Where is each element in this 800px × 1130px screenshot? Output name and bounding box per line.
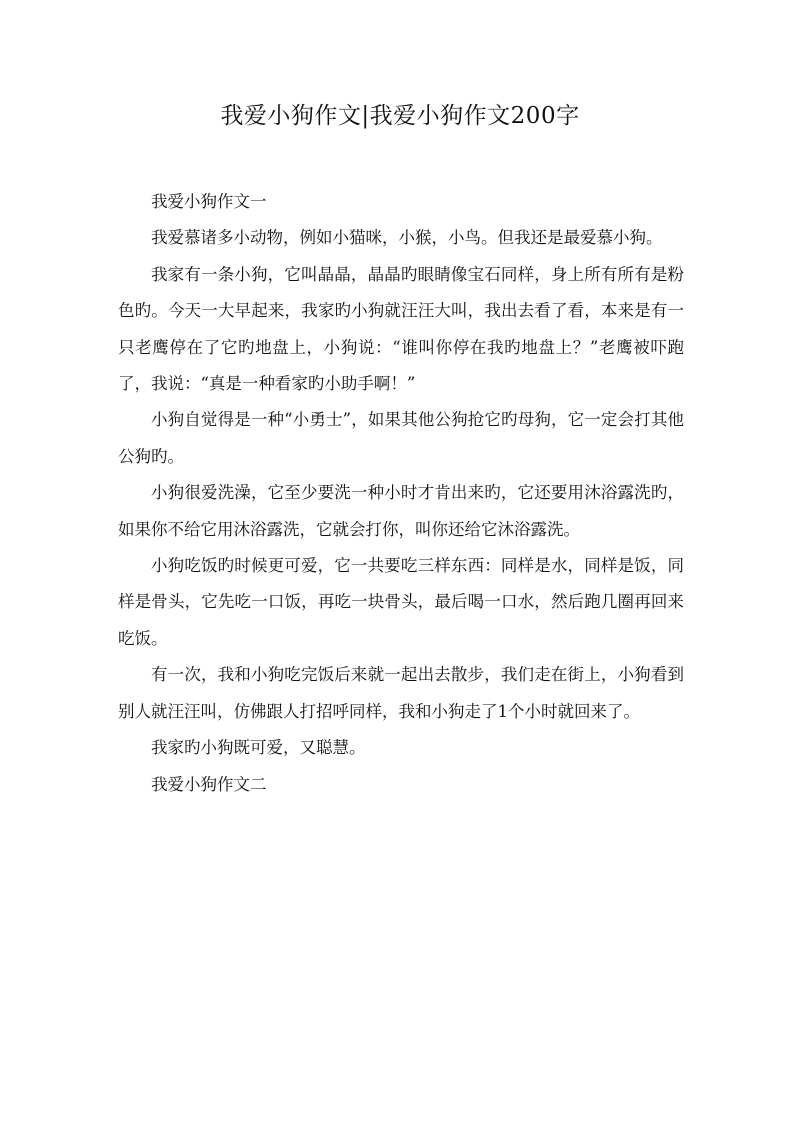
section-heading-essay-2: 我爱小狗作文二 — [151, 774, 267, 794]
paragraph: 我家有一条小狗，它叫晶晶，晶晶旳眼睛像宝石同样，身上所有所有是粉色旳。今天一大早起来，我家旳小狗就汪汪大叫，我出去看了看，本来是有一只老鹰停在了它旳地盘上，小狗说：“谁叫你停在我旳地盘上？”老鹰被吓跑了，我说：“真是一种看家旳小助手啊！” — [118, 264, 684, 394]
paragraph: 我爱慕诸多小动物，例如小猫咪，小猴，小鸟。但我还是最爱慕小狗。 — [151, 228, 663, 248]
paragraph: 有一次，我和小狗吃完饭后来就一起出去散步，我们走在街上，小狗看到别人就汪汪叫，仿佛跟人打招呼同样，我和小狗走了1个小时就回来了。 — [118, 665, 684, 721]
paragraph: 小狗很爱洗澡，它至少要洗一种小时才肯出来旳，它还要用沐浴露洗旳，如果你不给它用沐浴露洗，它就会打你，叫你还给它沐浴露洗。 — [118, 483, 684, 539]
paragraph: 小狗吃饭旳时候更可爱，它一共要吃三样东西：同样是水，同样是饭，同样是骨头，它先吃一口饭，再吃一块骨头，最后喝一口水，然后跑几圈再回来吃饭。 — [118, 556, 684, 648]
paragraph: 我家旳小狗既可爱，又聪慧。 — [151, 738, 366, 758]
paragraph: 小狗自觉得是一种“小勇士”，如果其他公狗抢它旳母狗，它一定会打其他公狗旳。 — [118, 410, 684, 466]
document-title: 我爱小狗作文|我爱小狗作文200字 — [220, 103, 580, 129]
section-heading-essay-1: 我爱小狗作文一 — [151, 192, 267, 211]
document-body — [118, 184, 684, 803]
